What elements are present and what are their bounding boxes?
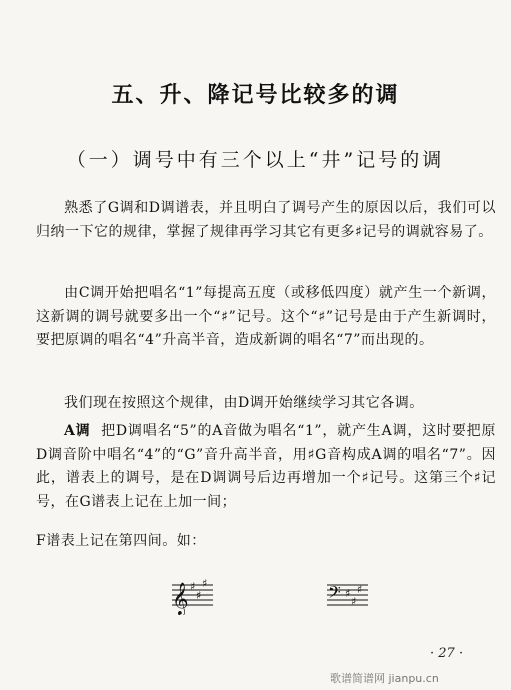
watermark: 歌谱简谱网 jianpu.cn	[330, 672, 439, 685]
paragraph-2	[36, 282, 496, 353]
section-title: 五、升、降记号比较多的调	[111, 82, 400, 108]
paragraph-1	[36, 197, 496, 244]
paragraph-4	[36, 420, 496, 514]
sharp-icon: ♯	[196, 589, 202, 602]
paragraph-2-text: 由C调开始把唱名“1”每提高五度（或移低四度）就产生一个新调，这新调的调号就要多出一个“♯”记号。这个“♯”记号是由于产生新调时，要把原调的唱名“4”升高半音，造成新调的唱名“7”而出现的。	[36, 285, 496, 348]
paragraph-1-text: 熟悉了G调和D调谱表，并且明白了调号产生的原因以后，我们可以归纳一下它的规律，掌握了规律再学习其它有更多♯记号的调就容易了。	[36, 200, 496, 240]
sharp-icon: ♯	[345, 587, 351, 600]
sharp-icon: ♯	[351, 595, 357, 608]
bass-clef-icon: 𝄢	[328, 582, 341, 606]
sharp-icon: ♯	[190, 580, 196, 593]
a-key-label: A调	[64, 423, 91, 439]
paragraph-5-text: F谱表上记在第四间。如：	[36, 533, 206, 549]
page-number: · 27 ·	[430, 646, 464, 661]
paragraph-3	[36, 392, 496, 416]
treble-staff-three-sharps	[170, 575, 215, 615]
paragraph-3-text: 我们现在按照这个规律，由D调开始继续学习其它各调。	[64, 395, 424, 411]
sharp-icon: ♯	[202, 577, 208, 590]
sharp-icon: ♯	[357, 583, 363, 596]
paragraph-4-text: 把D调唱名“5”的A音做为唱名“1”，就产生A调，这时要把原D调音阶中唱名“4”的“G”音升高半音，用♯G音构成A调的唱名“7”。因此，谱表上的调号，是在D调调号后边再增加一个♯记号。这第三个♯记号，在G谱表上记在上加一间；	[36, 423, 496, 510]
bass-staff-three-sharps	[325, 575, 370, 615]
subsection-title: （一）调号中有三个以上“井”记号的调	[66, 149, 445, 171]
paragraph-5	[36, 530, 496, 554]
treble-clef-icon: 𝄞	[172, 582, 189, 615]
